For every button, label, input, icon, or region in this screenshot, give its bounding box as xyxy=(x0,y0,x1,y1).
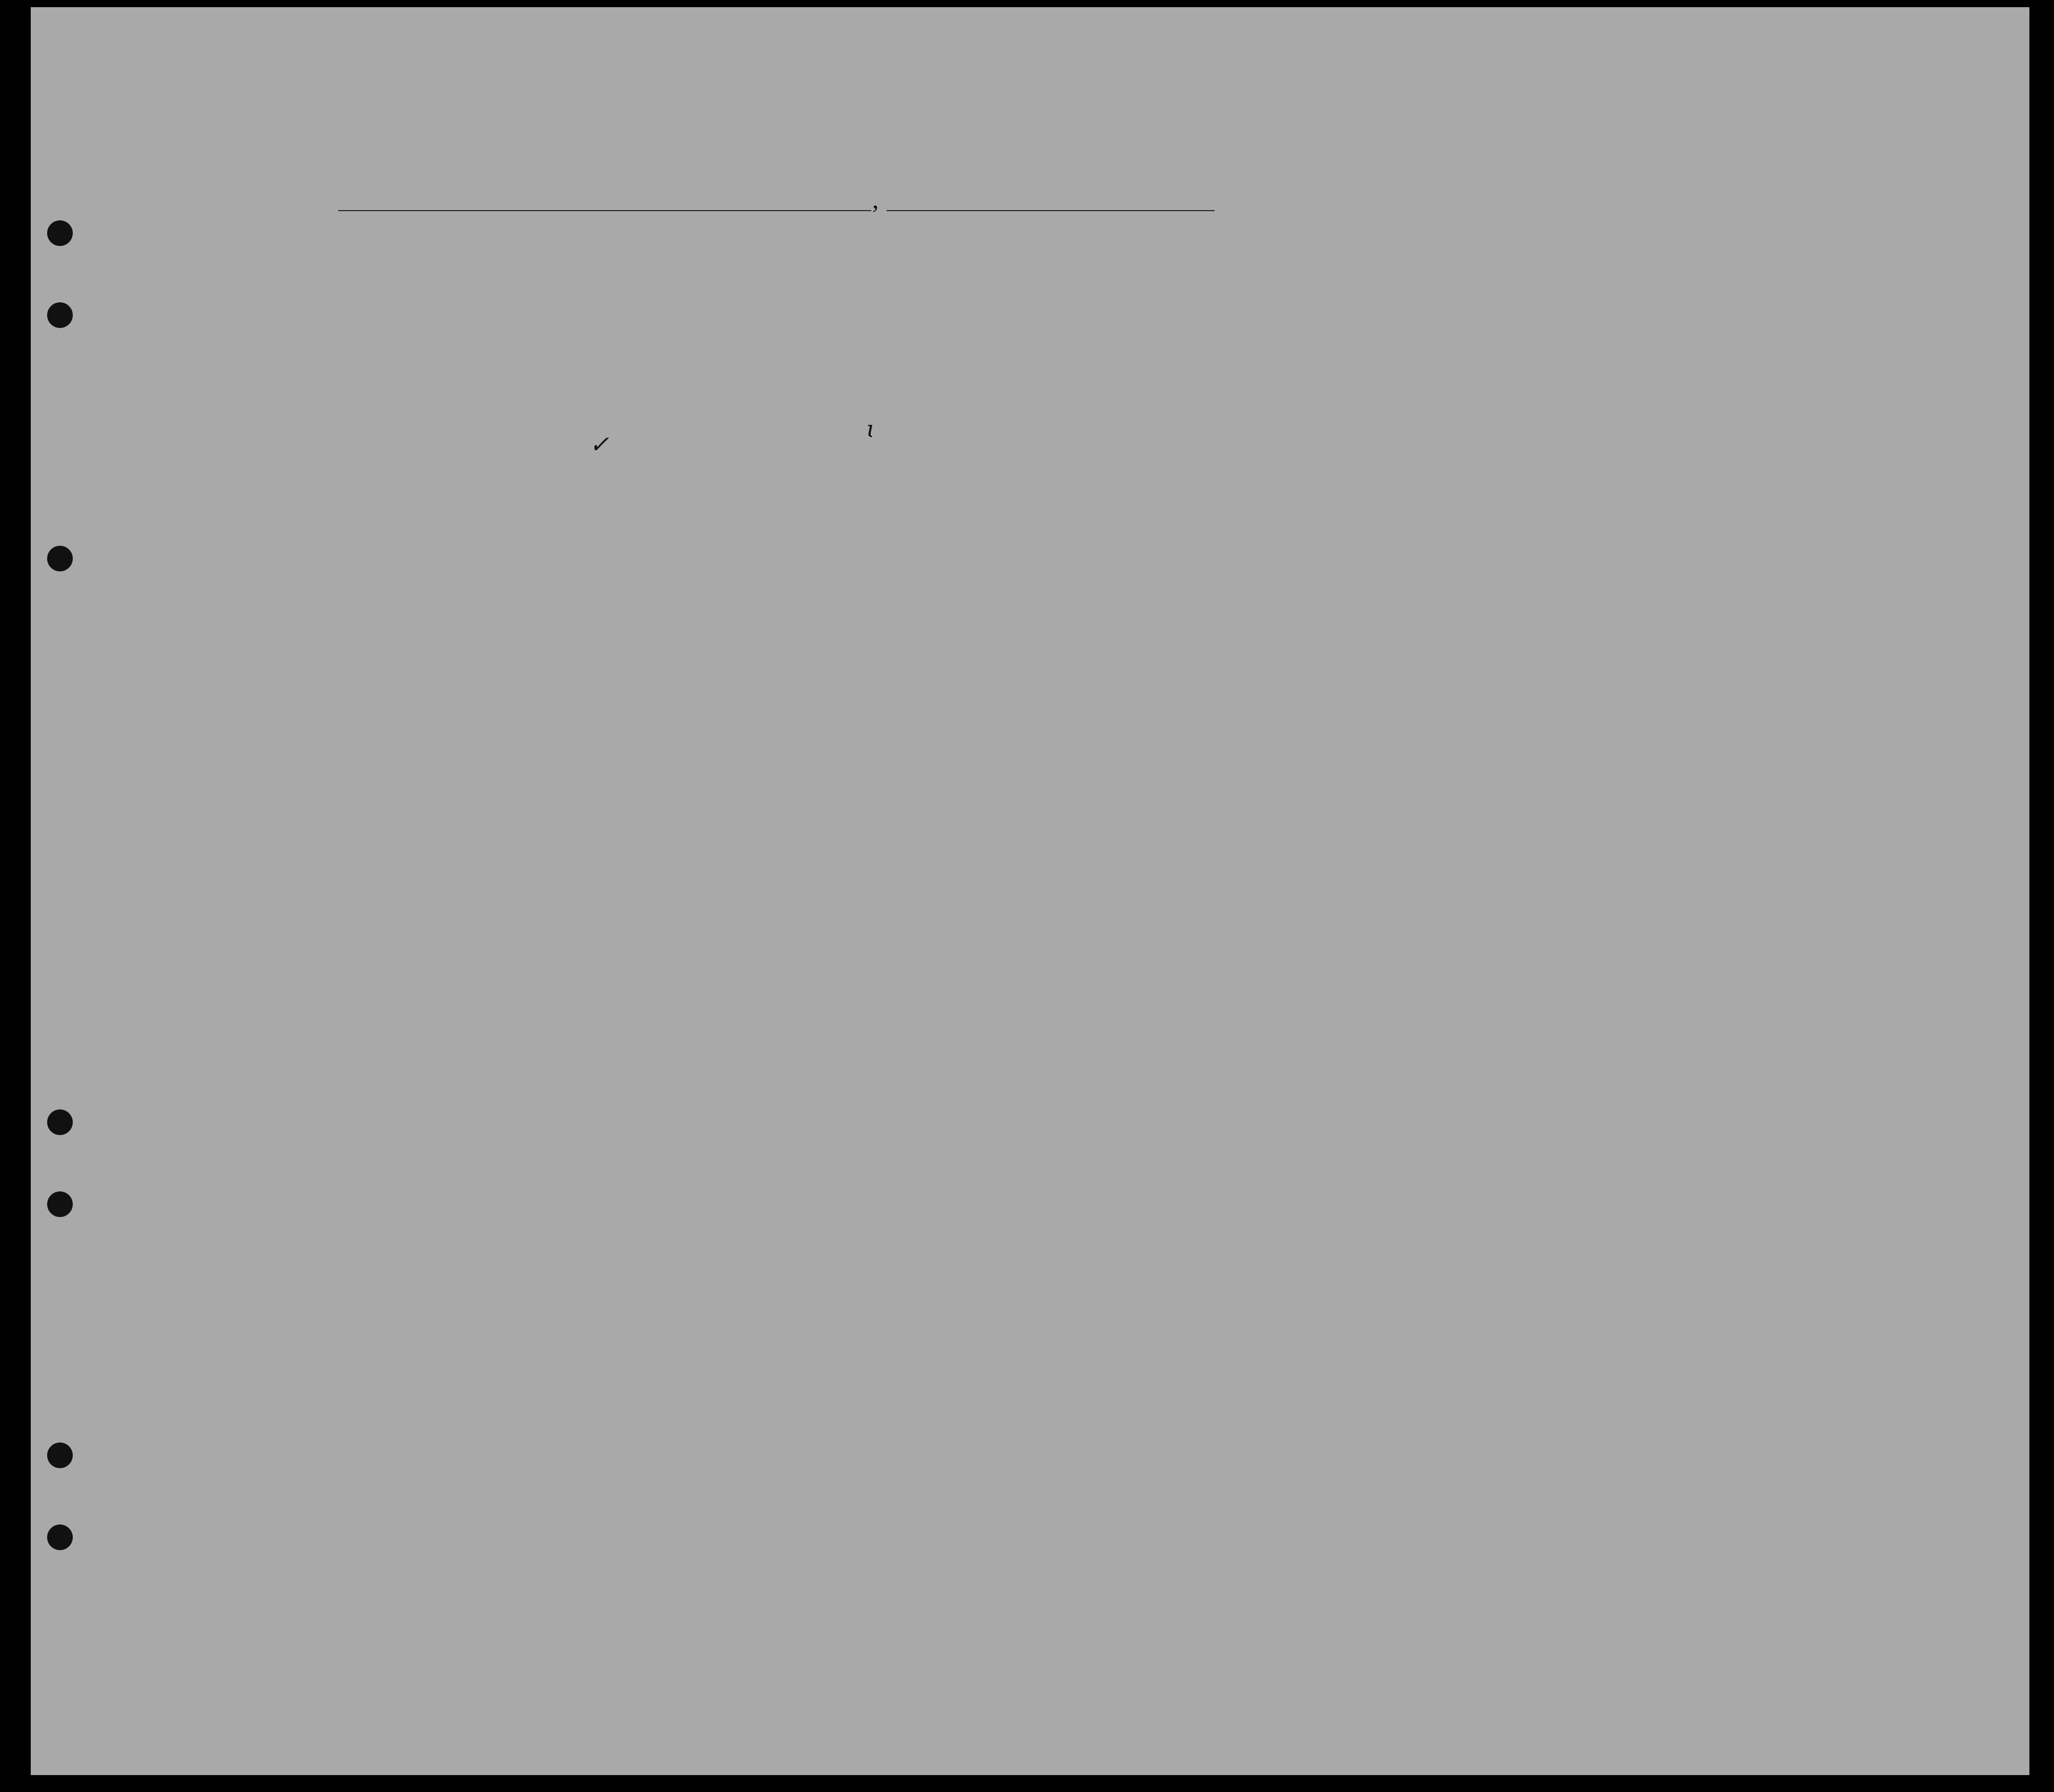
comma: , xyxy=(872,185,879,214)
binding-hole xyxy=(47,546,73,571)
binding-hole xyxy=(47,1191,73,1217)
binding-hole xyxy=(47,1443,73,1468)
binding-hole xyxy=(47,1525,73,1550)
binding-hole xyxy=(47,220,73,246)
handwritten-mark: ɩ xyxy=(866,415,876,443)
binding-hole xyxy=(47,1109,73,1135)
binding-hole xyxy=(47,302,73,328)
ticket-check-mark: ✓ xyxy=(589,430,609,458)
